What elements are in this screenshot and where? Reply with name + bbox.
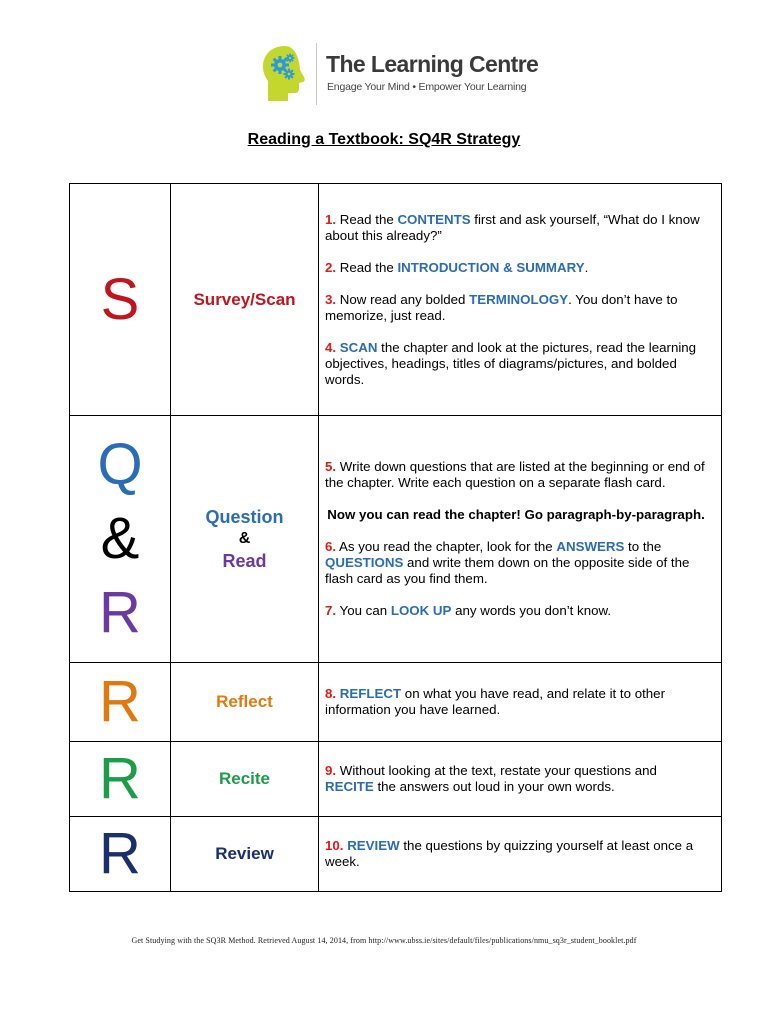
step-cell <box>171 817 319 892</box>
document-title: Reading a Textbook: SQ4R Strategy <box>247 131 521 148</box>
letter-r-read: R <box>99 580 141 645</box>
description-cell <box>319 184 722 416</box>
head-with-gears-icon <box>258 43 312 105</box>
description-cell <box>319 817 722 892</box>
brand-tagline: Engage Your Mind • Empower Your Learning <box>327 81 527 93</box>
instruction-9: 9. Without looking at the text, restate your questions and RECITE the answers out loud in your own words. <box>325 763 657 794</box>
learning-centre-logo <box>258 43 539 105</box>
table-row-review <box>70 817 722 892</box>
reading-note: Now you can read the chapter! Go paragraph-by-paragraph. <box>327 507 705 522</box>
instruction-10: 10. REVIEW the questions by quizzing yourself at least once a week. <box>325 838 694 869</box>
letter-s: S <box>100 266 140 332</box>
instruction-7: 7. You can LOOK UP any words you don’t know. <box>325 603 612 618</box>
instruction-3: 3. Now read any bolded TERMINOLOGY. You don’t have to memorize, just read. <box>325 291 678 323</box>
citation-footer: Get Studying with the SQ3R Method. Retrieved August 14, 2014, from http://www.ubss.ie/sites/default/files/publications/nmu_sq3r_student_booklet.pdf <box>131 936 637 945</box>
table-row-survey <box>70 184 722 416</box>
letter-r-review: R <box>99 821 141 886</box>
description-cell <box>319 663 722 742</box>
step-cell <box>171 416 319 663</box>
step-cell <box>171 184 319 416</box>
instruction-8: 8. REFLECT on what you have read, and relate it to other information you have learned. <box>325 686 666 717</box>
letter-q: Q <box>97 432 143 497</box>
table-row-reflect <box>70 663 722 742</box>
instruction-6: 6. As you read the chapter, look for the ANSWERS to the QUESTIONS and write them down on the opposite side of the flash card as you find them. <box>325 539 690 586</box>
sq4r-table <box>69 183 722 892</box>
step-read: Read <box>222 551 267 571</box>
letter-r-reflect: R <box>99 669 141 734</box>
table-row-question-read <box>70 416 722 663</box>
brand-name: The Learning Centre <box>326 51 539 77</box>
step-question: Question <box>205 507 284 527</box>
description-cell <box>319 416 722 663</box>
logo-divider <box>316 43 317 105</box>
step-review: Review <box>215 844 274 863</box>
letter-cell <box>70 742 171 817</box>
instruction-1: 1. Read the CONTENTS first and ask yourself, “What do I know about this already?” <box>325 211 700 243</box>
step-recite: Recite <box>218 769 271 788</box>
letter-cell <box>70 416 171 663</box>
step-cell <box>171 742 319 817</box>
table-row-recite <box>70 742 722 817</box>
letter-cell <box>70 184 171 416</box>
letter-ampersand: & <box>100 506 140 571</box>
letter-cell <box>70 817 171 892</box>
step-cell <box>171 663 319 742</box>
instruction-4: 4. SCAN the chapter and look at the pictures, read the learning objectives, headings, titles of diagrams/pictures, and bolded words. <box>325 339 697 387</box>
step-survey-scan: Survey/Scan <box>193 289 296 309</box>
letter-r-recite: R <box>99 746 141 811</box>
description-cell <box>319 742 722 817</box>
instruction-2: 2. Read the INTRODUCTION & SUMMARY. <box>325 259 589 275</box>
instruction-5: 5. Write down questions that are listed at the beginning or end of the chapter. Write each question on a separate flash card. <box>325 459 705 490</box>
step-reflect: Reflect <box>216 692 273 711</box>
letter-cell <box>70 663 171 742</box>
step-ampersand: & <box>238 530 251 547</box>
